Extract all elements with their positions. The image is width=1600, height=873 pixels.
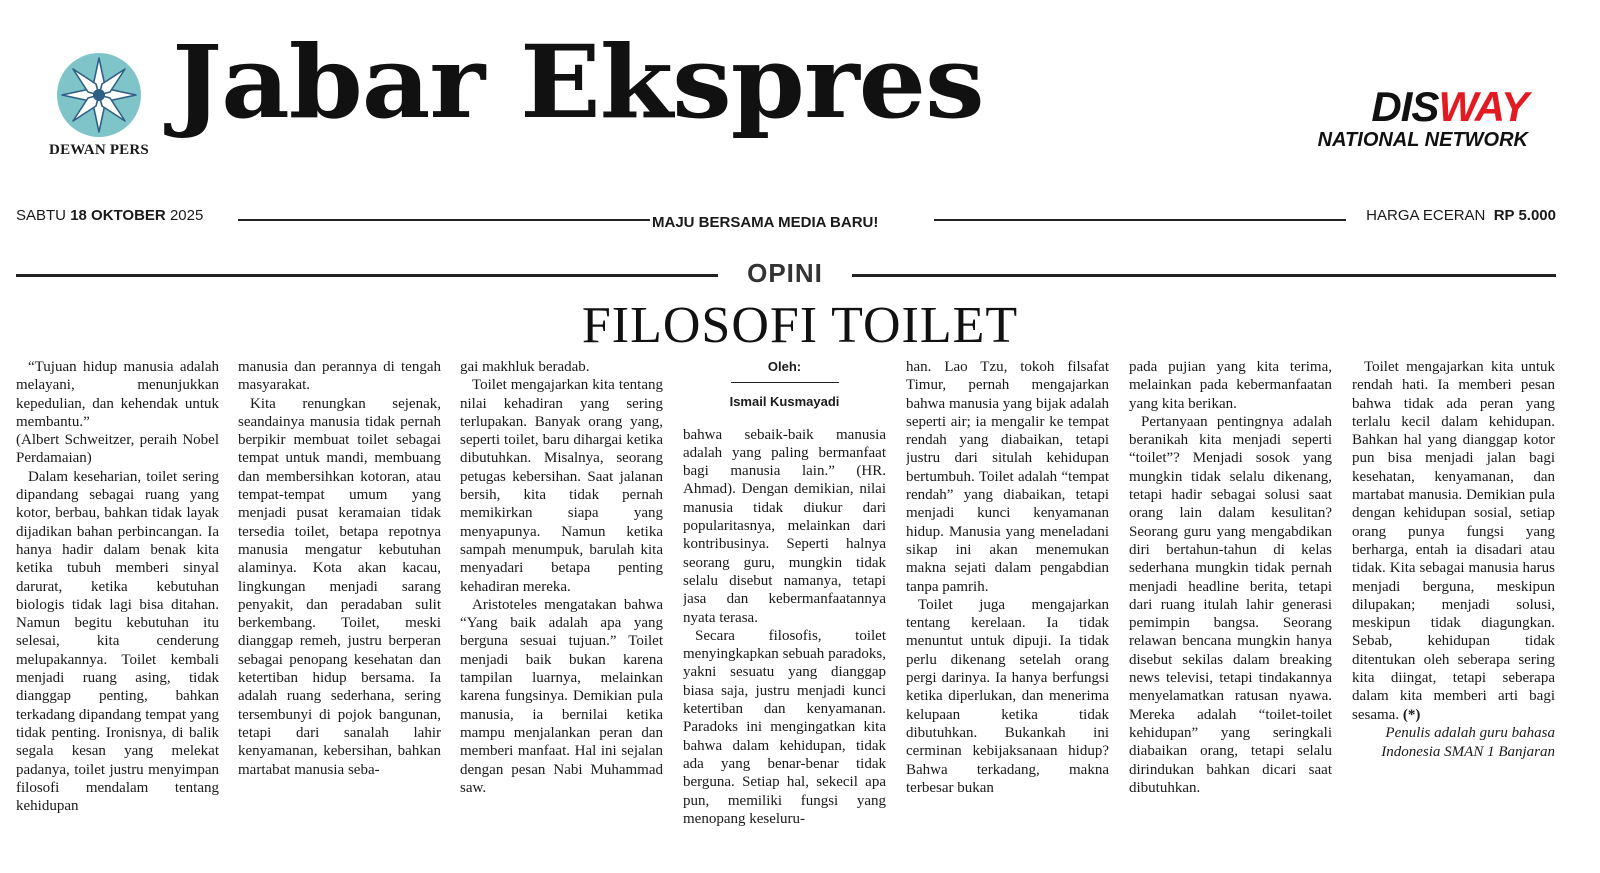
masthead: [0, 0, 1600, 170]
network-logo: [1317, 83, 1528, 151]
network-brand-way: WAY: [1438, 83, 1528, 130]
byline: [683, 358, 886, 412]
author-note: Penulis adalah guru bahasa Indonesia SMAN 1 Banjaran: [1381, 724, 1555, 760]
article-paragraph: Secara filosofis, toilet menyingkapkan sebuah paradoks, yakni sesuatu yang dianggap biasa saja, justru menjadi kunci ketertiban dan kenyamanan. Paradoks ini mengingatkan kita bahwa dalam kehidupan, tidak ada yang benar-benar tidak berguna. Setiap hal, sekecil apa pun, memiliki fungsi yang menopang keseluru-: [683, 627, 886, 827]
article-headline: FILOSOFI TOILET: [581, 297, 1019, 354]
price-value: RP 5.000: [1493, 207, 1556, 224]
article-column-3: [460, 358, 663, 828]
article-paragraph: Aristoteles mengatakan bahwa “Yang baik adalah apa yang berguna sesuai tujuan.” Toilet menjadi baik bukan karena tampilan luarnya, melainkan karena fungsinya. Demikian pula manusia, ia bernilai ketika mampu menjalankan peran dan memberi manfaat. Hal ini sejalan dengan pesan Nabi Muhammad saw.: [460, 596, 663, 796]
article-paragraph: Kita renungkan sejenak, seandainya manusia tidak pernah berpikir membuat toilet sebagai tempat untuk mandi, membuang dan membersihkan kotoran, atau tempat-tempat umum yang menjadi pusat keramaian tidak tersedia toilet, betapa repotnya manusia mengatur kebutuhan alaminya. Kota akan kacau, lingkungan menjadi sarang penyakit, dan peradaban sulit berkembang. Toilet, meski dianggap remeh, justru berperan sebagai penopang kesehatan dan ketertiban hidup bersama. Ia adalah ruang sederhana, sering tersembunyi di pojok bangunan, tetapi dari sanalah lahir kenyamanan, kebersihan, bahkan martabat manusia seba-: [238, 395, 441, 778]
newspaper-title: Jabar Ekspres: [172, 23, 984, 141]
quote-attribution: (Albert Schweitzer, peraih Nobel Perdamaian): [16, 432, 219, 467]
article-paragraph: Pertanyaan pentingnya adalah beranikah kita menjadi seperti “toilet”? Menjadi sosok yang mungkin tidak selalu dikenang, tetapi hadir sebagai solusi saat orang lain dalam kesulitan? Seorang guru yang mengabdikan diri bertahun-tahun di kelas sederhana mungkin tidak pernah menjadi headline berita, tetapi dari ruang itulah lahir generasi pemimpin bangsa. Seorang relawan bencana mungkin hanya disebut sekilas dalam breaking news televisi, tetapi tindakannya menyelamatkan ratusan nyawa. Mereka adalah “toilet-toilet kehidupan” yang seringkali diabaikan orang, tetapi selalu dirindukan bahkan dicari saat dibutuhkan.: [1129, 413, 1332, 796]
byline-rule: [731, 382, 839, 383]
article-paragraph: pada pujian yang kita terima, melainkan pada kebermanfaatan yang kita berikan.: [1129, 359, 1332, 412]
article-paragraph: Toilet mengajarkan kita tentang nilai kehadiran yang sering terlupakan. Banyak orang yang, seperti toilet, baru dihargai ketika dibutuhkan. Misalnya, seorang petugas kebersihan. Saat jalanan bersih, kita tidak pernah memikirkan siapa yang menyapunya. Namun ketika sampah menumpuk, barulah kita menyadari betapa penting kehadiran mereka.: [460, 377, 663, 595]
edition-year: 2025: [169, 207, 204, 224]
network-brand: [1318, 83, 1528, 130]
network-subtitle: NATIONAL NETWORK: [1317, 129, 1528, 151]
byline-author: Ismail Kusmayadi: [729, 394, 840, 410]
price-label: HARGA ECERAN: [1366, 207, 1486, 224]
article-paragraph: bahwa sebaik-baik manusia adalah yang paling bermanfaat bagi manusia lain.” (HR. Ahmad). Dengan demikian, nilai manusia tidak diukur dari popularitasnya, melainkan dari kontribusinya. Seperti halnya seorang guru, mungkin tidak selalu disebut namanya, tetapi jasa dan kebermanfaatannya nyata terasa.: [683, 426, 886, 626]
article-column-1: [16, 358, 219, 828]
section-label: OPINI: [718, 258, 852, 289]
article-paragraph: gai makhluk beradab.: [460, 359, 590, 375]
article-paragraph: manusia dan perannya di tengah masyarakat.: [238, 359, 441, 394]
retail-price: [1366, 207, 1556, 224]
article-paragraph: Dalam keseharian, toilet sering dipandang sebagai ruang yang kotor, berbau, bahkan tidak layak dijadikan bahan perbincangan. Ia hanya hadir dalam benak kita ketika tubuh memberi sinyal darurat, ketika kebutuhan biologis tidak lagi bisa ditahan. Namun begitu kebutuhan itu selesai, kita cenderung melupakannya. Toilet kembali menjadi ruang asing, tidak dianggap penting, bahkan terkadang dipandang tempat yang tidak penting. Ironisnya, di balik segala kesan yang melekat padanya, toilet justru menyimpan filosofi mendalam tentang kehidupan: [16, 468, 219, 815]
divider-line: [238, 219, 650, 221]
article-paragraph: han. Lao Tzu, tokoh filsafat Timur, pernah mengajarkan bahwa manusia yang bijak adalah seperti air; ia mengalir ke tempat rendah yang diabaikan, tetapi justru dari situlah kehidupan bertumbuh. Toilet adalah “tempat rendah” yang diabaikan, tetapi menjadi kunci kenyamanan hidup. Manusia yang meneladani sikap ini akan menemukan makna sejati dalam pengabdian tanpa pamrih.: [906, 359, 1109, 595]
dewan-pers-logo: [44, 52, 154, 159]
compass-star-icon: [56, 52, 142, 138]
article-column-2: [238, 358, 441, 828]
article-paragraph: “Tujuan hidup manusia adalah melayani, menunjukkan kepedulian, dan kehendak untuk membantu.”: [16, 359, 219, 430]
article-column-6: [1129, 358, 1332, 828]
article-text: Toilet mengajarkan kita untuk rendah hati. Ia memberi pesan bahwa tidak ada peran yang terlalu kecil dalam kehidupan. Bahkan hal yang dianggap kotor pun bisa menjadi jalan bagi kesehatan, kenyamanan, dan martabat manusia. Demikian pula dengan kehidupan sosial, setiap orang punya fungsi yang berharga, entah ia disadari atau tidak. Kita sebagai manusia harus menjadi berguna, meskipun dilupakan; menjadi solusi, meskipun tidak diagungkan. Sebab, kehidupan tidak ditentukan oleh seberapa sering kita diingat, tetapi seberapa dalam kita memberi arti bagi sesama.: [1352, 359, 1555, 723]
article-paragraph: Toilet juga mengajarkan tentang kerelaan. Ia tidak menuntut untuk dipuji. Ia tidak perlu dikenang setelah orang pergi darinya. Ia hanya berfungsi ketika diperlukan, dan menerima kelupaan ketika tidak dibutuhkan. Bukankah ini cerminan kebijaksanaan hidup? Bahwa terkadang, makna terbesar bukan: [906, 596, 1109, 796]
byline-label: Oleh:: [767, 359, 802, 374]
edition-day: SABTU: [16, 207, 67, 224]
article-column-7: [1352, 358, 1555, 828]
dewan-pers-label: DEWAN PERS: [49, 142, 149, 158]
article-column-5: [906, 358, 1109, 828]
article-paragraph: [1352, 358, 1555, 724]
edition-day-month: 18 OKTOBER: [70, 207, 166, 224]
divider-line: [934, 219, 1346, 221]
tagline: MAJU BERSAMA MEDIA BARU!: [652, 214, 879, 231]
edition-date: [16, 207, 203, 224]
end-mark: (*): [1402, 706, 1421, 723]
article-column-4: [683, 358, 886, 828]
network-brand-dis: DIS: [1371, 83, 1439, 130]
edition-info-bar: [16, 207, 1556, 231]
